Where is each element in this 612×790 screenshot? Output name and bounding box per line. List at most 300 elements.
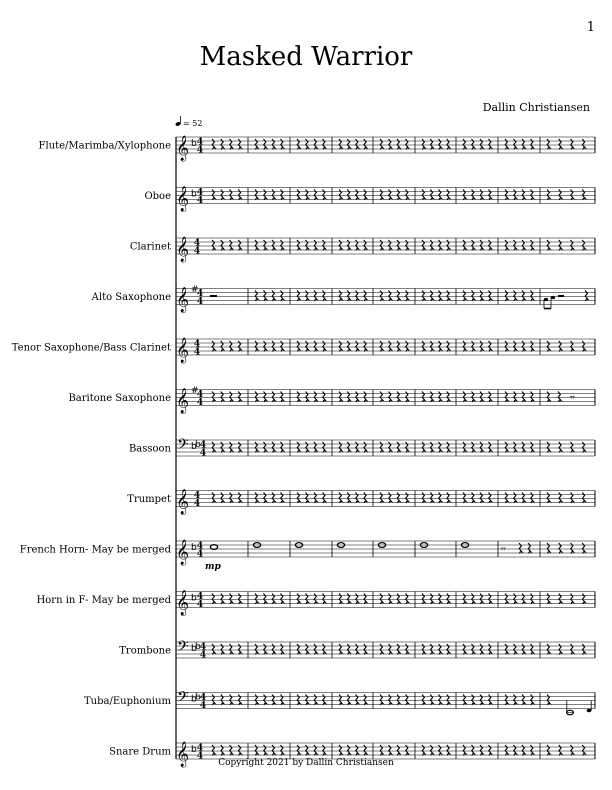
quarter-rest bbox=[505, 240, 508, 251]
quarter-rest bbox=[281, 594, 284, 605]
quarter-rest bbox=[364, 240, 367, 251]
quarter-rest bbox=[323, 644, 326, 655]
quarter-rest bbox=[439, 745, 442, 756]
measure bbox=[463, 695, 491, 706]
time-signature-bottom: 4 bbox=[196, 297, 204, 307]
time-signature-top: 4 bbox=[196, 289, 204, 299]
quarter-rest bbox=[356, 392, 359, 403]
quarter-rest bbox=[314, 139, 317, 150]
quarter-rest bbox=[264, 644, 267, 655]
measure bbox=[422, 392, 450, 403]
time-signature-top: 4 bbox=[199, 440, 207, 451]
quarter-rest bbox=[463, 240, 466, 251]
quarter-rest bbox=[272, 695, 275, 706]
staff-7 bbox=[129, 436, 595, 459]
quarter-rest bbox=[571, 644, 574, 655]
quarter-rest bbox=[297, 594, 300, 605]
instrument-label: Trombone bbox=[119, 645, 171, 657]
measure bbox=[339, 392, 367, 403]
quarter-rest bbox=[439, 493, 442, 504]
quarter-rest bbox=[397, 392, 400, 403]
quarter-rest bbox=[406, 695, 409, 706]
quarter-rest bbox=[323, 695, 326, 706]
quarter-rest bbox=[347, 291, 350, 302]
measure bbox=[463, 291, 491, 302]
staff-2 bbox=[144, 186, 595, 212]
quarter-rest bbox=[397, 594, 400, 605]
measure bbox=[255, 139, 283, 150]
staff-6 bbox=[68, 386, 595, 414]
time-signature-bottom: 4 bbox=[196, 398, 204, 408]
quarter-rest bbox=[430, 139, 433, 150]
instrument-label: Horn in F- May be merged bbox=[36, 595, 171, 606]
quarter-rest bbox=[531, 644, 534, 655]
time-signature-top: 4 bbox=[196, 541, 204, 552]
staff-9 bbox=[20, 539, 595, 572]
quarter-rest bbox=[397, 240, 400, 251]
quarter-rest bbox=[212, 493, 215, 504]
quarter-rest bbox=[389, 493, 392, 504]
quarter-rest bbox=[531, 240, 534, 251]
measure bbox=[463, 745, 491, 756]
quarter-rest bbox=[281, 392, 284, 403]
quarter-rest bbox=[463, 442, 466, 453]
quarter-rest bbox=[323, 493, 326, 504]
quarter-rest bbox=[347, 493, 350, 504]
quarter-rest bbox=[489, 644, 492, 655]
quarter-rest bbox=[480, 644, 483, 655]
quarter-rest bbox=[489, 392, 492, 403]
quarter-rest bbox=[389, 594, 392, 605]
quarter-rest bbox=[364, 291, 367, 302]
quarter-rest bbox=[306, 493, 309, 504]
quarter-rest bbox=[255, 392, 258, 403]
tempo-text: = 52 bbox=[183, 119, 203, 128]
flat-icon: b bbox=[195, 642, 201, 652]
quarter-rest bbox=[212, 745, 215, 756]
quarter-rest bbox=[559, 341, 562, 352]
quarter-rest bbox=[480, 392, 483, 403]
flat-icon: b bbox=[191, 694, 197, 705]
quarter-rest bbox=[406, 240, 409, 251]
bass-clef-icon: 𝄢 bbox=[177, 638, 189, 659]
quarter-rest bbox=[447, 442, 450, 453]
quarter-rest bbox=[264, 695, 267, 706]
quarter-rest bbox=[364, 190, 367, 201]
quarter-rest bbox=[397, 695, 400, 706]
quarter-rest bbox=[430, 190, 433, 201]
quarter-rest bbox=[255, 190, 258, 201]
quarter-rest bbox=[212, 644, 215, 655]
measure bbox=[255, 291, 283, 302]
quarter-rest bbox=[281, 493, 284, 504]
flat-icon: b bbox=[191, 593, 197, 604]
quarter-rest bbox=[571, 493, 574, 504]
measure bbox=[297, 745, 325, 756]
measure bbox=[255, 493, 283, 504]
quarter-rest bbox=[489, 695, 492, 706]
quarter-rest bbox=[272, 594, 275, 605]
quarter-rest bbox=[559, 644, 562, 655]
measure bbox=[297, 392, 325, 403]
measure bbox=[297, 291, 325, 302]
quarter-rest bbox=[380, 493, 383, 504]
measure bbox=[463, 240, 491, 251]
quarter-rest bbox=[559, 240, 562, 251]
quarter-rest bbox=[230, 190, 233, 201]
quarter-rest bbox=[389, 392, 392, 403]
quarter-rest bbox=[380, 139, 383, 150]
quarter-rest bbox=[422, 240, 425, 251]
quarter-rest bbox=[221, 139, 224, 150]
quarter-rest bbox=[547, 594, 550, 605]
quarter-rest bbox=[472, 392, 475, 403]
instrument-label: Tenor Saxophone/Bass Clarinet bbox=[11, 342, 171, 354]
quarter-rest bbox=[472, 139, 475, 150]
instrument-label: Clarinet bbox=[129, 241, 171, 253]
quarter-rest bbox=[221, 442, 224, 453]
quarter-rest bbox=[380, 594, 383, 605]
time-signature-top: 4 bbox=[196, 592, 204, 602]
measure bbox=[297, 644, 325, 655]
instrument-label: Baritone Saxophone bbox=[68, 393, 171, 404]
quarter-rest bbox=[272, 392, 275, 403]
measure bbox=[297, 190, 325, 201]
quarter-rest bbox=[430, 695, 433, 706]
measure bbox=[422, 341, 450, 352]
time-signature-top: 4 bbox=[193, 339, 201, 350]
quarter-rest bbox=[347, 442, 350, 453]
measure bbox=[422, 442, 450, 453]
quarter-rest bbox=[447, 139, 450, 150]
quarter-rest bbox=[489, 240, 492, 251]
quarter-rest bbox=[480, 745, 483, 756]
quarter-rest bbox=[380, 190, 383, 201]
quarter-rest bbox=[522, 240, 525, 251]
quarter-rest bbox=[347, 341, 350, 352]
measure bbox=[422, 644, 450, 655]
quarter-rest bbox=[264, 139, 267, 150]
measure bbox=[255, 392, 283, 403]
quarter-rest bbox=[306, 291, 309, 302]
measure bbox=[463, 493, 491, 504]
quarter-rest bbox=[314, 240, 317, 251]
quarter-rest bbox=[397, 493, 400, 504]
quarter-rest bbox=[389, 745, 392, 756]
quarter-rest bbox=[463, 341, 466, 352]
quarter-rest bbox=[406, 745, 409, 756]
quarter-rest bbox=[238, 493, 241, 504]
measure bbox=[505, 695, 534, 706]
quarter-rest bbox=[559, 594, 562, 605]
quarter-rest bbox=[314, 594, 317, 605]
measure bbox=[505, 240, 534, 251]
quarter-rest bbox=[430, 745, 433, 756]
quarter-rest bbox=[514, 392, 517, 403]
quarter-rest bbox=[571, 745, 574, 756]
quarter-rest bbox=[480, 341, 483, 352]
treble-clef-icon: 𝄞 bbox=[176, 388, 190, 414]
quarter-rest bbox=[430, 594, 433, 605]
note-head bbox=[551, 296, 555, 299]
quarter-rest bbox=[559, 745, 562, 756]
quarter-rest bbox=[422, 291, 425, 302]
quarter-rest bbox=[221, 392, 224, 403]
quarter-rest bbox=[221, 745, 224, 756]
quarter-rest bbox=[480, 139, 483, 150]
measure bbox=[422, 594, 450, 605]
quarter-rest bbox=[547, 139, 550, 150]
quarter-rest bbox=[547, 493, 550, 504]
quarter-rest bbox=[422, 392, 425, 403]
measure bbox=[422, 695, 450, 706]
quarter-rest bbox=[406, 493, 409, 504]
quarter-rest bbox=[347, 240, 350, 251]
quarter-rest bbox=[505, 442, 508, 453]
time-signature-bottom: 4 bbox=[196, 600, 204, 610]
quarter-rest bbox=[339, 644, 342, 655]
quarter-rest bbox=[212, 190, 215, 201]
quarter-rest bbox=[297, 139, 300, 150]
whole-note bbox=[210, 545, 217, 550]
quarter-rest bbox=[306, 139, 309, 150]
quarter-rest bbox=[272, 139, 275, 150]
measure bbox=[212, 442, 241, 453]
quarter-rest bbox=[439, 190, 442, 201]
quarter-rest bbox=[380, 745, 383, 756]
quarter-rest bbox=[272, 442, 275, 453]
measure bbox=[547, 240, 585, 251]
quarter-rest bbox=[380, 644, 383, 655]
time-signature-bottom: 4 bbox=[199, 701, 207, 711]
quarter-rest bbox=[281, 190, 284, 201]
measure bbox=[339, 190, 367, 201]
measure bbox=[212, 745, 241, 756]
quarter-rest bbox=[389, 644, 392, 655]
half-rest bbox=[558, 295, 564, 297]
quarter-rest bbox=[397, 745, 400, 756]
quarter-rest bbox=[447, 240, 450, 251]
measure bbox=[380, 745, 408, 756]
quarter-rest bbox=[480, 442, 483, 453]
measure bbox=[297, 695, 325, 706]
quarter-rest bbox=[221, 493, 224, 504]
quarter-rest bbox=[422, 594, 425, 605]
quarter-rest bbox=[447, 745, 450, 756]
quarter-rest bbox=[297, 392, 300, 403]
quarter-rest bbox=[571, 442, 574, 453]
quarter-rest bbox=[505, 341, 508, 352]
quarter-rest bbox=[406, 594, 409, 605]
page-number: 1 bbox=[586, 20, 595, 35]
measure bbox=[212, 493, 241, 504]
quarter-rest bbox=[547, 543, 550, 554]
quarter-rest bbox=[323, 594, 326, 605]
quarter-rest bbox=[356, 745, 359, 756]
measure bbox=[380, 341, 408, 352]
quarter-rest bbox=[489, 190, 492, 201]
quarter-rest bbox=[389, 341, 392, 352]
quarter-rest bbox=[480, 190, 483, 201]
quarter-rest bbox=[380, 392, 383, 403]
quarter-rest bbox=[281, 341, 284, 352]
flat-icon: b bbox=[191, 543, 197, 553]
quarter-rest bbox=[281, 695, 284, 706]
quarter-rest bbox=[472, 291, 475, 302]
measure bbox=[212, 392, 241, 403]
quarter-rest bbox=[489, 291, 492, 302]
quarter-rest bbox=[339, 594, 342, 605]
time-signature-bottom: 4 bbox=[196, 549, 204, 560]
quarter-rest bbox=[323, 341, 326, 352]
quarter-rest bbox=[389, 190, 392, 201]
measure bbox=[339, 745, 367, 756]
quarter-rest bbox=[439, 341, 442, 352]
measure bbox=[297, 442, 325, 453]
measure bbox=[255, 190, 283, 201]
quarter-rest bbox=[306, 341, 309, 352]
quarter-rest bbox=[356, 240, 359, 251]
quarter-rest bbox=[447, 341, 450, 352]
measure bbox=[297, 139, 325, 150]
quarter-rest bbox=[447, 644, 450, 655]
copyright-notice: Copyright 2021 by Dallin Christiansen bbox=[218, 758, 394, 768]
quarter-rest bbox=[281, 745, 284, 756]
quarter-rest bbox=[472, 240, 475, 251]
quarter-rest bbox=[221, 341, 224, 352]
flat-icon: b bbox=[191, 189, 197, 200]
quarter-rest bbox=[547, 240, 550, 251]
measure bbox=[297, 341, 325, 352]
quarter-rest bbox=[264, 745, 267, 756]
quarter-rest bbox=[281, 139, 284, 150]
quarter-rest bbox=[406, 341, 409, 352]
treble-clef-icon: 𝄞 bbox=[176, 237, 190, 262]
quarter-rest bbox=[347, 695, 350, 706]
instrument-label: Snare Drum bbox=[109, 746, 171, 758]
measure bbox=[380, 392, 408, 403]
quarter-rest bbox=[547, 442, 550, 453]
measure bbox=[422, 139, 450, 150]
quarter-rest bbox=[463, 594, 466, 605]
flat-icon: b bbox=[191, 745, 197, 755]
measure bbox=[212, 644, 241, 655]
quarter-rest bbox=[571, 240, 574, 251]
quarter-rest bbox=[297, 493, 300, 504]
quarter-rest bbox=[531, 442, 534, 453]
quarter-rest bbox=[364, 139, 367, 150]
measure bbox=[339, 695, 367, 706]
quarter-rest bbox=[571, 190, 574, 201]
measure bbox=[505, 190, 534, 201]
quarter-rest bbox=[212, 139, 215, 150]
quarter-rest bbox=[255, 745, 258, 756]
measure bbox=[339, 594, 367, 605]
measure bbox=[505, 341, 534, 352]
measure bbox=[339, 644, 367, 655]
quarter-rest bbox=[238, 341, 241, 352]
quarter-rest bbox=[505, 139, 508, 150]
quarter-rest bbox=[472, 442, 475, 453]
quarter-rest bbox=[297, 745, 300, 756]
quarter-rest bbox=[522, 745, 525, 756]
quarter-rest bbox=[389, 442, 392, 453]
quarter-rest bbox=[514, 341, 517, 352]
quarter-rest bbox=[323, 240, 326, 251]
instrument-label: Tuba/Euphonium bbox=[83, 696, 171, 707]
treble-clef-icon: 𝄞 bbox=[176, 136, 190, 161]
staff-12 bbox=[84, 689, 595, 715]
quarter-rest bbox=[230, 695, 233, 706]
quarter-rest bbox=[221, 240, 224, 251]
quarter-rest bbox=[522, 139, 525, 150]
quarter-rest bbox=[212, 594, 215, 605]
measure bbox=[463, 442, 491, 453]
time-signature-top: 4 bbox=[199, 693, 207, 703]
quarter-rest bbox=[339, 190, 342, 201]
quarter-rest bbox=[339, 341, 342, 352]
bass-clef-icon: 𝄢 bbox=[177, 688, 189, 710]
measure bbox=[210, 545, 217, 550]
quarter-rest bbox=[297, 442, 300, 453]
measure bbox=[463, 594, 491, 605]
measure bbox=[505, 392, 534, 403]
quarter-rest bbox=[505, 745, 508, 756]
quarter-rest bbox=[514, 493, 517, 504]
quarter-rest bbox=[221, 695, 224, 706]
instrument-label: Flute/Marimba/Xylophone bbox=[38, 140, 171, 152]
quarter-rest bbox=[531, 594, 534, 605]
quarter-rest bbox=[380, 240, 383, 251]
note-head bbox=[544, 298, 548, 301]
time-signature-bottom: 4 bbox=[199, 448, 207, 459]
measure bbox=[297, 240, 325, 251]
quarter-rest bbox=[522, 594, 525, 605]
quarter-rest bbox=[323, 442, 326, 453]
staff-11 bbox=[119, 638, 595, 661]
instrument-label: Bassoon bbox=[128, 443, 171, 455]
quarter-rest bbox=[447, 493, 450, 504]
quarter-rest bbox=[389, 291, 392, 302]
quarter-rest bbox=[505, 392, 508, 403]
quarter-rest bbox=[582, 594, 585, 605]
quarter-rest bbox=[281, 240, 284, 251]
time-signature-top: 4 bbox=[193, 491, 201, 501]
time-signature-bottom: 4 bbox=[193, 246, 201, 257]
quarter-rest bbox=[255, 291, 258, 302]
quarter-rest bbox=[514, 240, 517, 251]
sharp-icon: # bbox=[191, 386, 199, 396]
measure bbox=[547, 341, 585, 352]
quarter-rest bbox=[272, 644, 275, 655]
tempo-marking bbox=[175, 116, 203, 128]
measure bbox=[547, 190, 585, 201]
quarter-rest bbox=[489, 493, 492, 504]
quarter-rest bbox=[272, 493, 275, 504]
quarter-rest bbox=[339, 493, 342, 504]
quarter-rest bbox=[347, 745, 350, 756]
quarter-rest bbox=[238, 745, 241, 756]
quarter-rest bbox=[480, 695, 483, 706]
quarter-rest bbox=[422, 190, 425, 201]
quarter-rest bbox=[255, 139, 258, 150]
quarter-rest bbox=[397, 291, 400, 302]
quarter-rest bbox=[571, 594, 574, 605]
quarter-rest bbox=[221, 644, 224, 655]
measure bbox=[505, 745, 534, 756]
measure bbox=[463, 341, 491, 352]
quarter-rest bbox=[272, 240, 275, 251]
